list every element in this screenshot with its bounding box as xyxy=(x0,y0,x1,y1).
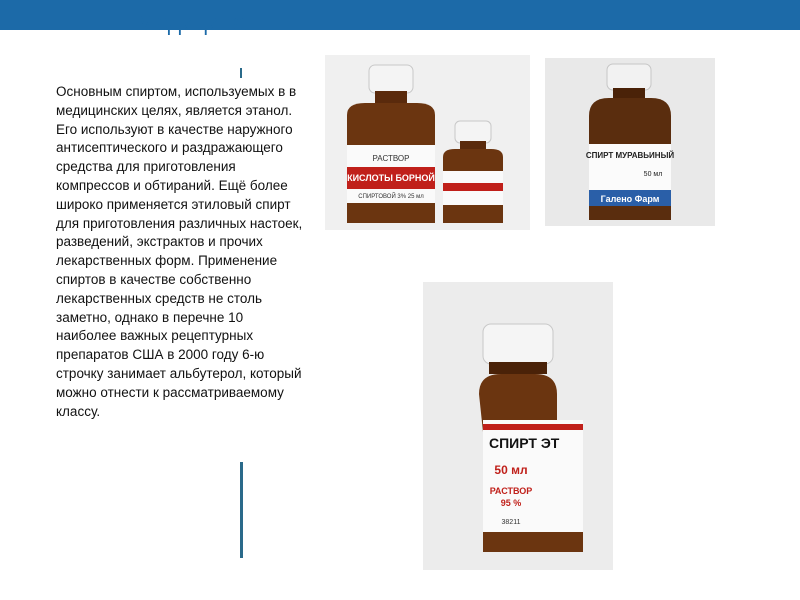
formic-label-brand: Галено Фарм xyxy=(600,194,660,204)
ethyl-label-code: 38211 xyxy=(501,519,521,526)
ethyl-alcohol-bottle-photo xyxy=(423,282,613,570)
boric-label-detail: СПИРТОВОЙ 3% 25 мл xyxy=(358,194,424,200)
divider-mark-bottom xyxy=(240,462,243,558)
formic-label-volume: 50 мл xyxy=(643,171,663,178)
boric-acid-bottles-photo xyxy=(325,55,530,230)
boric-label-name: КИСЛОТЫ БОРНОЙ xyxy=(347,173,435,183)
ethyl-label-volume: 50 мл xyxy=(494,463,528,477)
formic-alcohol-bottle-photo xyxy=(545,58,715,226)
header-bar xyxy=(0,0,800,30)
ethyl-label-name: СПИРТ ЭТ xyxy=(489,435,560,451)
ethyl-label-solution: РАСТВОР xyxy=(489,486,533,496)
boric-label-solution: РАСТВОР xyxy=(372,154,410,163)
slide-title: Медицина xyxy=(136,9,246,35)
formic-label-name: СПИРТ МУРАВЬИНЫЙ xyxy=(585,151,675,160)
divider-mark-top xyxy=(240,68,242,78)
body-paragraph: Основным спиртом, используемых в в медицинских целях, является этанол. Его используют в качестве наружного антисептического и раздражающего средства для приготовления компрессов и обтираний. Ещё более широко применяется этиловый спирт для приготовления различных настоек, разведений, экстрактов и прочих лекарственных форм. Применение спиртов в качестве собственно лекарственных средств не столь заметно, однако в перечне 10 наиболее важных рецептурных препаратов США в 2000 году 6-ю строчку занимает альбутерол, который можно отнести к рассматриваемому классу. xyxy=(56,84,303,419)
ethyl-label-percent: 95 % xyxy=(500,498,522,508)
